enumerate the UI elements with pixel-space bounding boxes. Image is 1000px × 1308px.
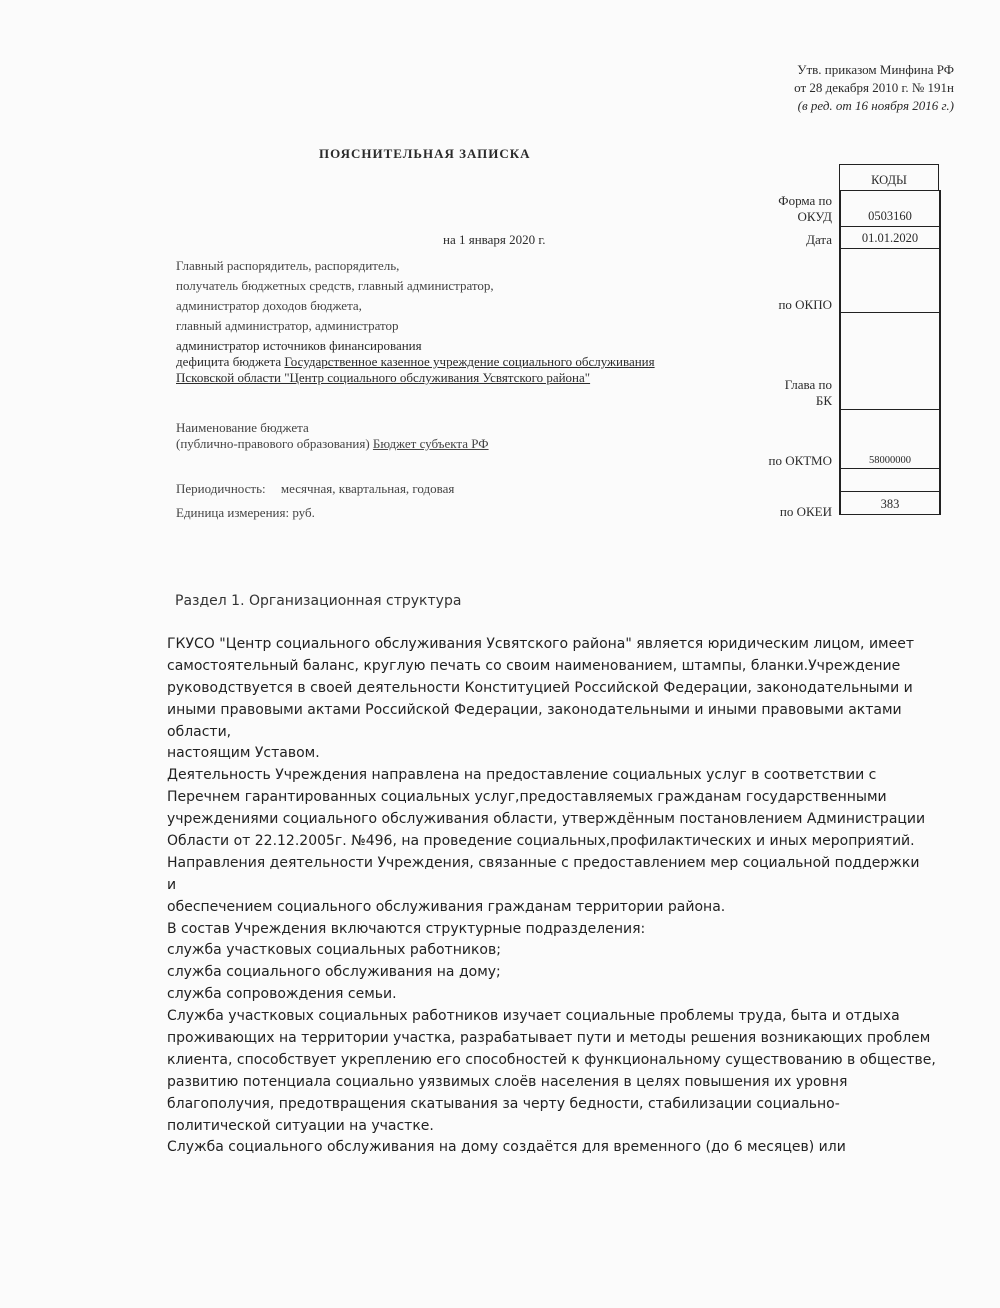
label-oktmo: по ОКТМО	[768, 453, 832, 468]
body-line: обеспечением социального обслуживания гражданам территории района.	[167, 898, 726, 915]
body-line: Служба участковых социальных работников изучает социальные проблемы труда, быта и отдыха	[167, 1008, 900, 1025]
label-budget-line	[176, 436, 489, 452]
body-line: руководствуется в своей деятельности Конституцией Российской Федерации, законодательными и	[167, 679, 913, 696]
body-line: политической ситуации на участке.	[167, 1117, 434, 1134]
body-line: проживающих на территории участка, разрабатывает пути и методы решения возникающих проблем	[167, 1030, 931, 1047]
code-glava-bk	[839, 313, 941, 410]
body-line: служба участковых социальных работников;	[167, 942, 501, 959]
body-line: иными правовыми актами Российской Федерации, законодательными и иными правовыми актами	[167, 701, 902, 718]
label-forma: Форма по	[778, 193, 832, 208]
approval-line-2: от 28 декабря 2010 г. № 191н	[794, 80, 954, 95]
body-line: служба сопровождения семьи.	[167, 986, 397, 1003]
label-okpo: по ОКПО	[778, 297, 832, 312]
body-line: ГКУСО "Центр социального обслуживания Усвятского района" является юридическим лицом, имеет	[167, 636, 914, 652]
body-line: настоящим Уставом.	[167, 745, 320, 762]
label-distributor: Главный распорядитель, распорядитель,	[176, 258, 400, 273]
periodicity-label: Периодичность:	[176, 481, 266, 496]
code-okud: 0503160	[839, 190, 941, 227]
codes-table	[839, 164, 939, 524]
code-oktmo: 58000000	[839, 410, 941, 469]
report-date-line: на 1 января 2020 г.	[443, 232, 546, 247]
label-glava: Глава по	[784, 377, 832, 392]
body-line: области,	[167, 723, 232, 740]
code-okei: 383	[839, 492, 941, 515]
code-okpo	[839, 249, 941, 313]
body-line: В состав Учреждения включаются структурные подразделения:	[167, 920, 646, 937]
body-line: Служба социального обслуживания на дому создаётся для временного (до 6 месяцев) или	[167, 1139, 846, 1156]
label-recipient: получатель бюджетных средств, главный администратор,	[176, 278, 494, 293]
document-title: ПОЯСНИТЕЛЬНАЯ ЗАПИСКА	[319, 146, 531, 161]
approval-line-3: (в ред. от 16 ноября 2016 г.)	[797, 98, 954, 113]
code-date: 01.01.2020	[839, 227, 941, 249]
section-title: Раздел 1. Организационная структура	[175, 593, 462, 609]
body-line: Деятельность Учреждения направлена на предоставление социальных услуг в соответствии с	[167, 767, 877, 784]
code-blank	[839, 469, 941, 492]
label-date: Дата	[806, 232, 832, 247]
body-line: учреждениями социального обслуживания области, утверждённым постановлением Администрации	[167, 811, 926, 828]
organization-name-line-1: Государственное казенное учреждение социального обслуживания	[284, 354, 655, 369]
body-line: развитию потенциала социально уязвимых слоёв населения в целях повышения их уровня	[167, 1073, 848, 1090]
section-body	[167, 634, 967, 1159]
periodicity-value: месячная, квартальная, годовая	[280, 481, 455, 496]
label-budget-name: Наименование бюджета	[176, 420, 309, 435]
body-line: клиента, способствует укреплению его способностей к функциональному существованию в обществе,	[167, 1051, 936, 1068]
approval-line-1: Утв. приказом Минфина РФ	[797, 62, 954, 77]
body-line: и	[167, 876, 177, 893]
label-deficit-prefix: дефицита бюджета	[176, 354, 285, 369]
body-line: благополучия, предотвращения скатывания за черту бедности, стабилизации социально-	[167, 1095, 840, 1112]
label-deficit-line	[176, 354, 655, 370]
body-line: Области от 22.12.2005г. №496, на проведение социальных,профилактических и иных мероприятий.	[167, 833, 915, 850]
label-budget-prefix: (публично-правового образования)	[176, 436, 373, 451]
body-line: служба социального обслуживания на дому;	[167, 964, 501, 981]
label-revenue-admin: администратор доходов бюджета,	[176, 298, 362, 313]
label-chief-admin: главный администратор, администратор	[176, 318, 399, 333]
organization-name-line-2: Псковской области "Центр социального обслуживания Усвятского района"	[176, 370, 591, 385]
body-line: самостоятельный баланс, круглую печать со своим наименованием, штампы, бланки.Учреждение	[167, 657, 901, 674]
body-line: Направления деятельности Учреждения, связанные с предоставлением мер социальной поддержки	[167, 854, 920, 871]
codes-header: КОДЫ	[839, 164, 939, 191]
label-bk: БК	[815, 393, 832, 408]
label-funding-admin: администратор источников финансирования	[176, 338, 422, 353]
label-okei: по ОКЕИ	[779, 504, 832, 519]
periodicity-line	[176, 481, 454, 497]
budget-name-value: Бюджет субъекта РФ	[372, 436, 489, 451]
unit-of-measure: Единица измерения: руб.	[176, 505, 315, 520]
label-okud: ОКУД	[797, 209, 832, 224]
body-line: Перечнем гарантированных социальных услуг,предоставляемых гражданам государственными	[167, 789, 887, 806]
